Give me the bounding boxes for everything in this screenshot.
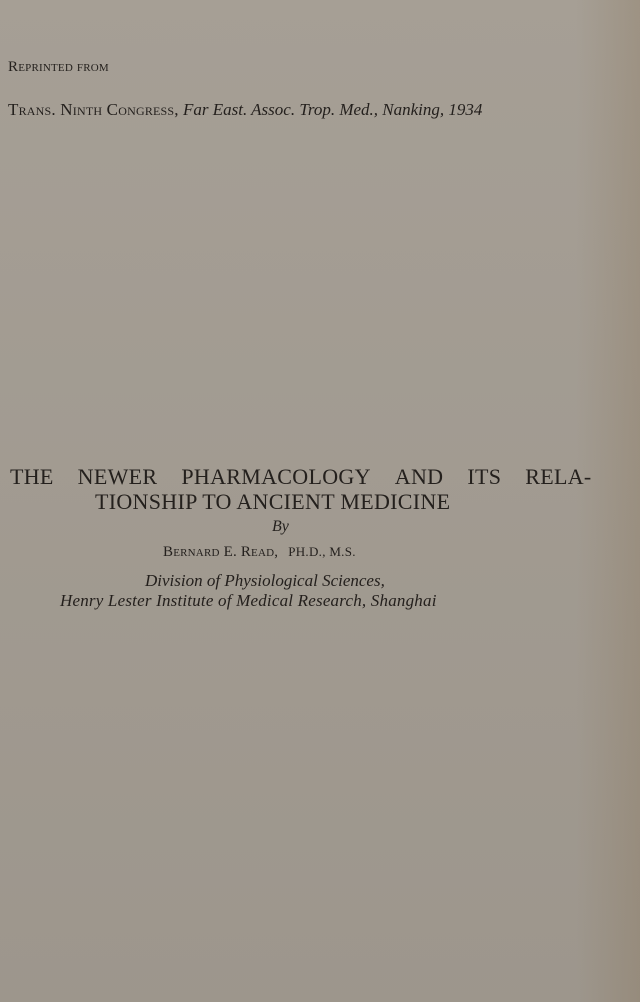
title-word: AND: [394, 464, 444, 489]
citation-prefix: Trans. Ninth Congress,: [8, 100, 179, 119]
institute-text: Henry Lester Institute of Medical Research, Shanghai: [60, 591, 437, 610]
title-word: RELA-: [525, 464, 592, 489]
title-word: NEWER: [77, 464, 158, 489]
author-line: [163, 545, 356, 560]
division-text: Division of Physiological Sciences,: [145, 571, 385, 590]
by-text: By: [272, 518, 289, 535]
source-citation: [8, 101, 482, 118]
by-label: [272, 519, 289, 535]
title-word: PHARMACOLOGY: [181, 464, 371, 489]
article-title-line-2: [95, 491, 450, 513]
article-title-line-1: [10, 466, 592, 488]
division-line: [145, 572, 385, 589]
title-line-2-text: TIONSHIP TO ANCIENT MEDICINE: [95, 489, 451, 514]
title-word: ITS: [467, 464, 502, 489]
reprinted-from-text: Reprinted from: [8, 59, 109, 75]
title-word: THE: [10, 464, 54, 489]
institute-line: [60, 592, 437, 609]
reprint-notice: [8, 60, 109, 75]
citation-journal: Far East. Assoc. Trop. Med., Nanking, 1934: [183, 100, 483, 119]
author-name: Bernard E. Read,: [163, 544, 279, 560]
author-degrees: PH.D., M.S.: [288, 544, 356, 559]
